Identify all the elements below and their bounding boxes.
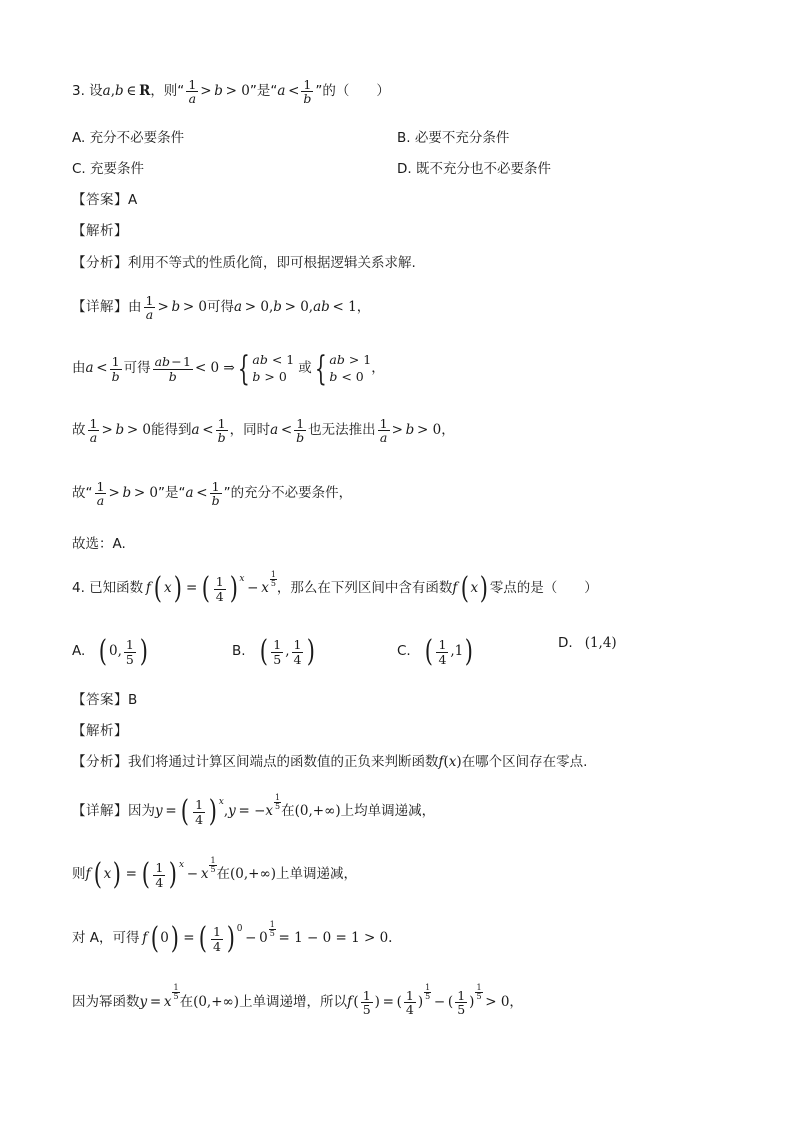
q3-option-c[interactable]: C. 充要条件 bbox=[72, 161, 145, 177]
q3-option-d[interactable]: D. 既不充分也不必要条件 bbox=[397, 161, 551, 177]
q4-option-d[interactable]: D. (1,4) bbox=[558, 635, 617, 651]
q3-answer: 【答案】 A bbox=[72, 192, 138, 208]
frac-1-over-a: $\frac{1}{a}$ bbox=[188, 77, 197, 107]
q3-detail-line3: 故 $\frac{1}{a}$ > b > 0 能得到 a < $\frac{1}{b}$ ，同时 a < $\frac{1}{b}$ 也无法推出 $\frac{1}{a}$ > b > 0 ， bbox=[72, 416, 455, 446]
q3-detail-line4: 故“ $\frac{1}{a}$ > b > 0 ”是“ a < $\frac{1}{b}$ ”的充分不必要条件， bbox=[72, 479, 353, 509]
q4-option-b[interactable]: B. ( $\frac{1}{5}$ , $\frac{1}{4}$ ) bbox=[232, 634, 316, 669]
q3-option-b[interactable]: B. 必要不充分条件 bbox=[397, 130, 510, 146]
q3-stem: 3. 设 a , b ∈ R ，则“ $\frac{1}{a}$ > b > 0 ”是“ a < $\frac{1}{b}$ ”的（ ） bbox=[72, 77, 390, 107]
q3-analysis-tag: 【解析】 bbox=[72, 223, 128, 239]
q3-fenxi: 【分析】 利用不等式的性质化简，即可根据逻辑关系求解. bbox=[72, 255, 416, 271]
q4-detail-line2: 则 f ( x ) = ( $\frac{1}{4}$ ) x − x 1 5 在 (0,+∞) 上单调递减， bbox=[72, 855, 358, 892]
q4-fenxi: 【分析】 我们将通过计算区间端点的函数值的正负来判断函数 f ( x ) 在哪个区间存在零点. bbox=[72, 754, 588, 770]
q3-detail-line1: 【详解】 由 $\frac{1}{a}$ > b > 0 可得 a > 0, b > 0, ab < 1 ， bbox=[72, 293, 371, 323]
math-a-b-in-R: a bbox=[102, 82, 111, 99]
q4-option-c[interactable]: C. ( $\frac{1}{4}$ ,1 ) bbox=[397, 634, 474, 669]
q4-option-a[interactable]: A. ( 0, $\frac{1}{5}$ ) bbox=[72, 634, 148, 669]
q4-answer: 【答案】 B bbox=[72, 692, 138, 708]
q4-detail-line4: 因为幂函数 y = x 1 5 在 (0,+∞) 上单调递增，所以 f ( $\frac{1}{5}$ ) = ( $\frac{1}{4}$ ) 1 5 − ( $\frac{1}{5}$ ) 1 5 > 0 ， bbox=[72, 983, 523, 1018]
q3-conclusion: 故选：A. bbox=[72, 536, 126, 552]
q3-detail-line2: 由 a < $\frac{1}{b}$ 可得 $\frac{ab - 1}{b}$ < 0 ⇒ { ab < 1 b > 0 或 { ab > 1 b < 0 ， bbox=[72, 349, 385, 389]
frac-1-over-b: $\frac{1}{b}$ bbox=[303, 77, 312, 107]
q4-stem: 4. 已知函数 f ( x ) = ( $\frac{1}{4}$ ) x − x 1 5 ，那么在下列区间中含有函数 f ( x ) 零点的是（ ） bbox=[72, 569, 598, 606]
q4-detail-line3: 对 A，可得 f ( 0 ) = ( $\frac{1}{4}$ ) 0 − 0 $\frac{1}{5}$ = 1 − 0 = 1 > 0. bbox=[72, 919, 393, 956]
q4-analysis-tag: 【解析】 bbox=[72, 723, 128, 739]
q3-option-a[interactable]: A. 充分不必要条件 bbox=[72, 130, 185, 146]
q4-detail-line1: 【详解】 因为 y = ( $\frac{1}{4}$ ) x , y = − x 1 5 在 (0,+∞) 上均单调递减， bbox=[72, 792, 436, 829]
